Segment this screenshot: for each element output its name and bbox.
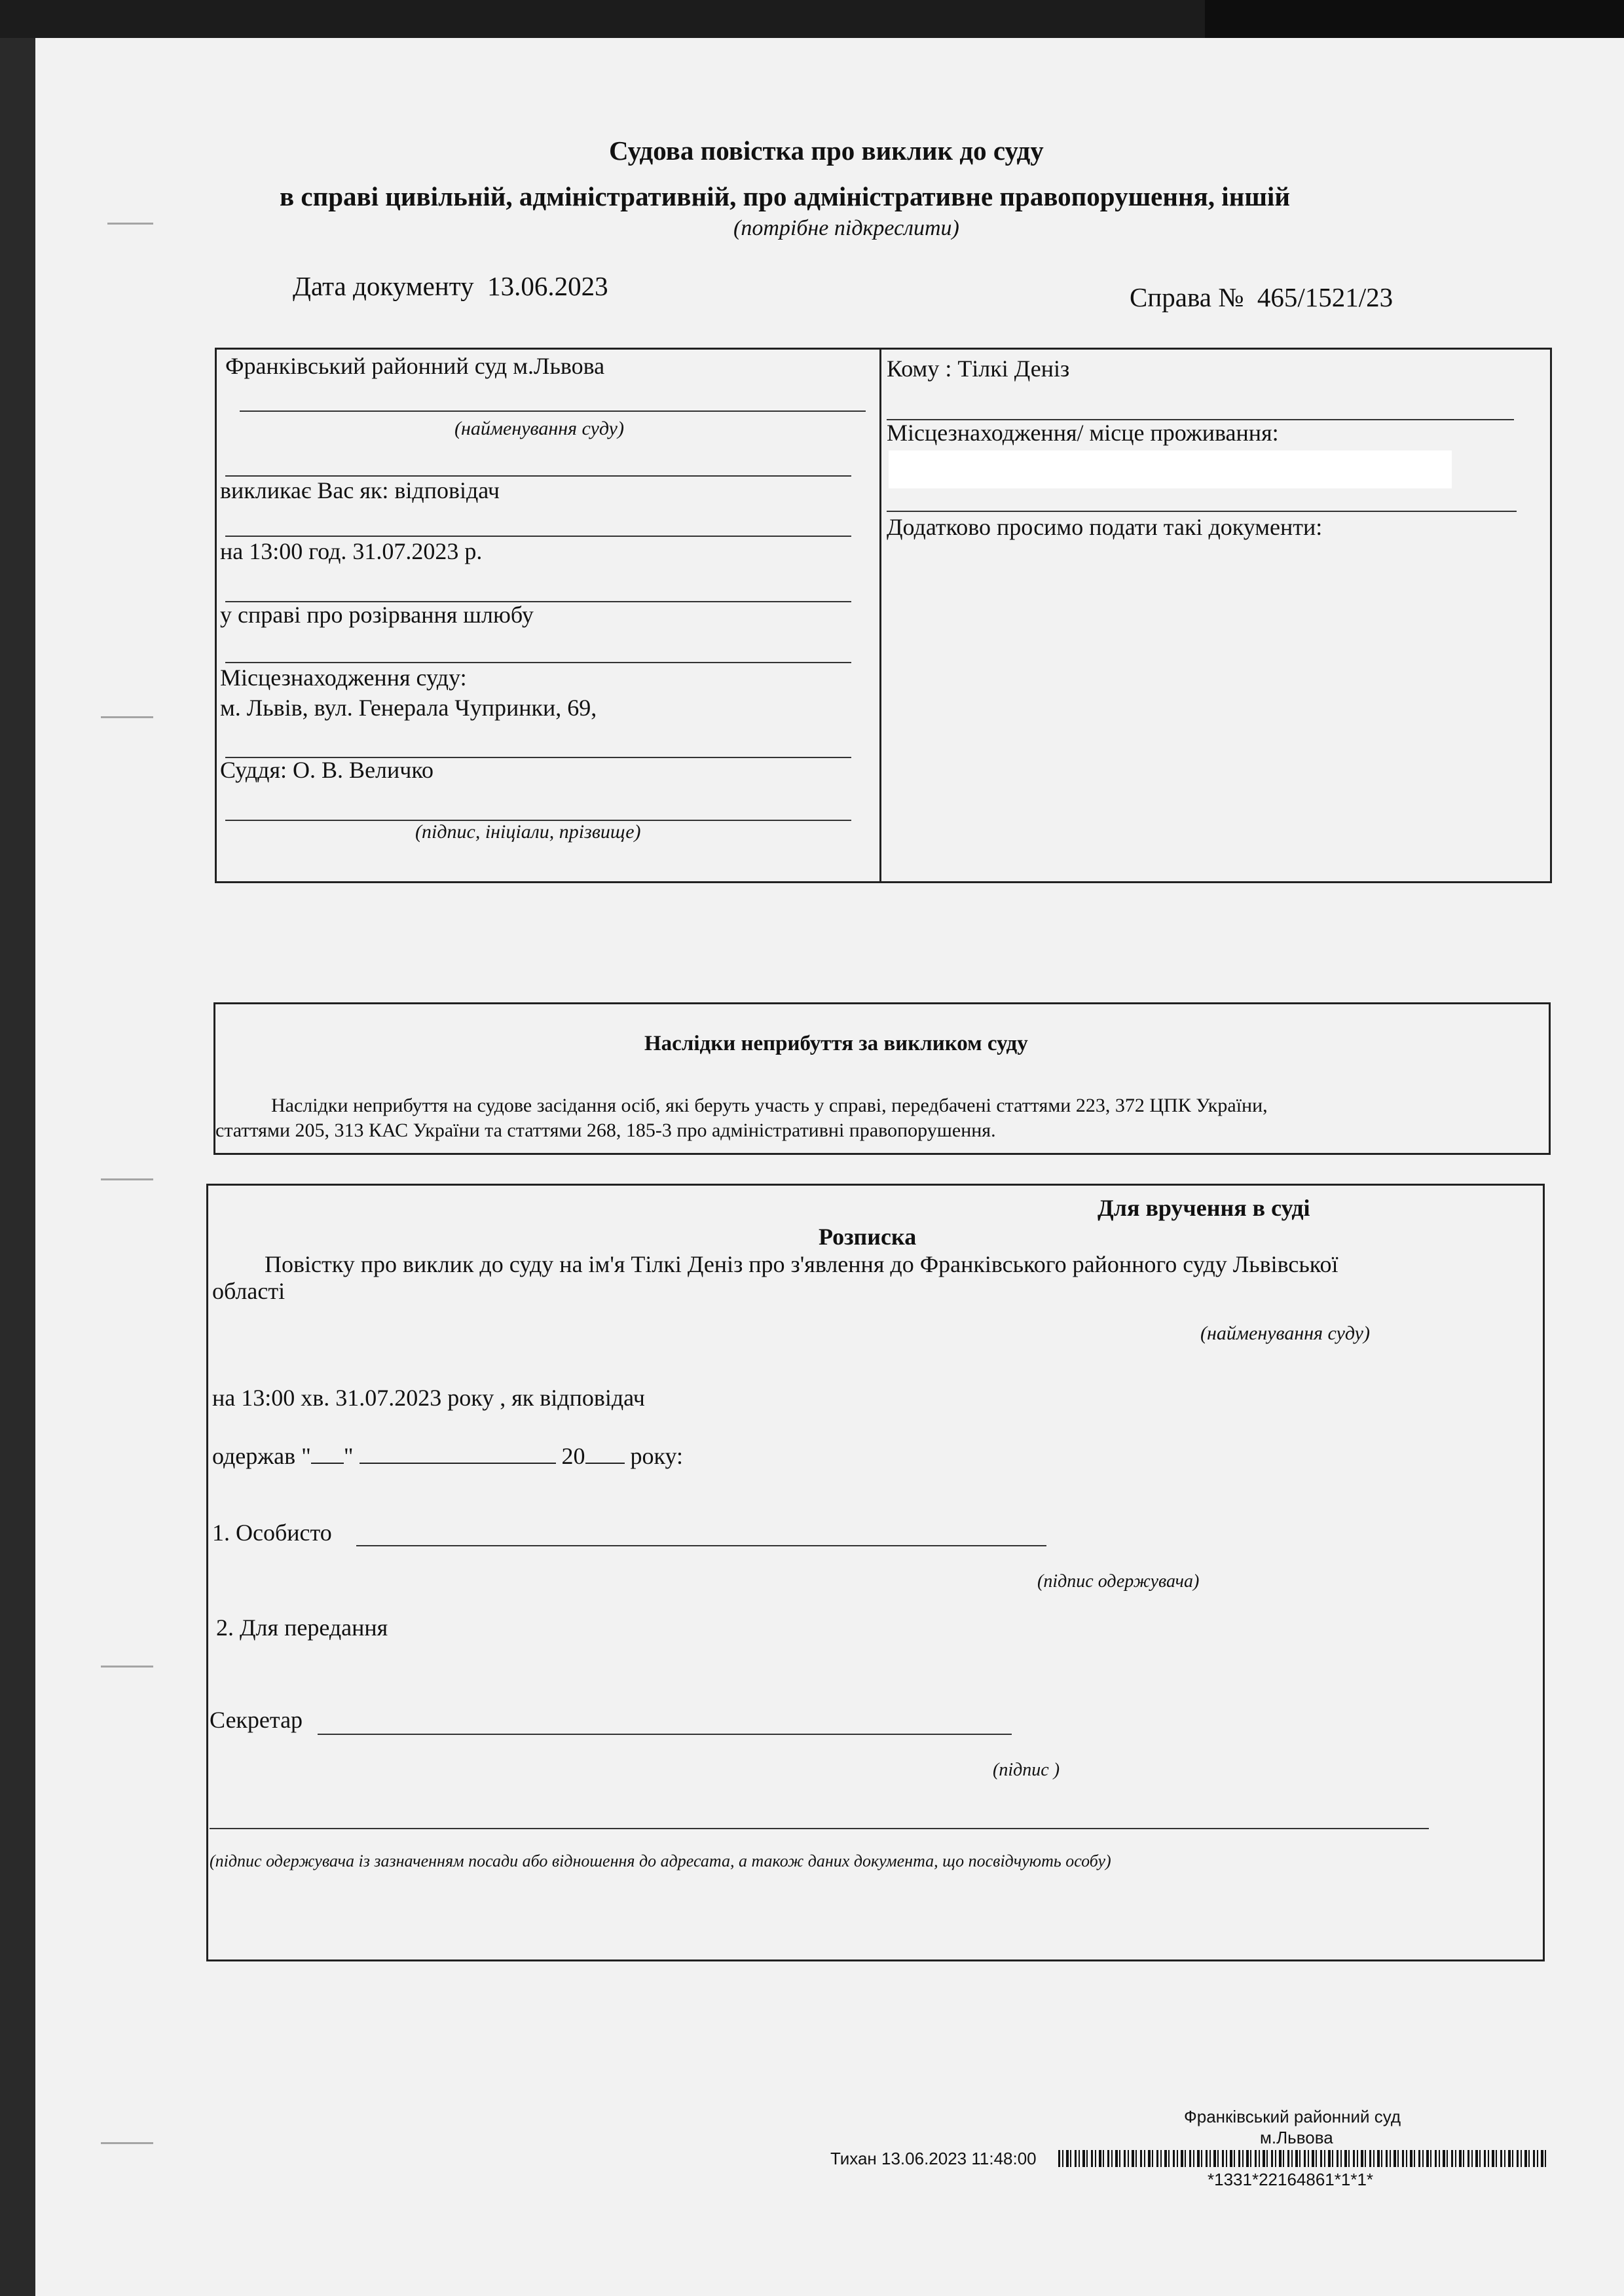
clerk-timestamp: Тихан 13.06.2023 11:48:00 — [830, 2149, 1037, 2168]
receipt-text-2: області — [212, 1278, 286, 1304]
receipt-time: на 13:00 хв. 31.07.2023 року , як відповідач — [212, 1385, 645, 1411]
extra-documents: Додатково просимо подати такі документи: — [887, 514, 1323, 540]
recipient-full-caption: (підпис одержувача із зазначенням посади або відношення до адресата, а також даних документа, що посвідчують особу) — [210, 1851, 1111, 1870]
margin-mark — [101, 2142, 153, 2144]
residence-line — [887, 511, 1517, 512]
receipt-court-caption: (найменування суду) — [1200, 1322, 1370, 1344]
barcode-number: *1331*22164861*1*1* — [1208, 2170, 1374, 2189]
court-name: Франківський районний суд м.Львова — [225, 353, 605, 379]
court-name-line — [240, 410, 866, 412]
recipient-sign-caption: (підпис одержувача) — [1037, 1571, 1200, 1592]
case-number — [1130, 282, 1393, 313]
document-date-value: 13.06.2023 — [487, 271, 608, 301]
residence-label: Місцезнаходження/ місце проживання: — [887, 420, 1279, 446]
addressee: Кому : Тілкі Деніз — [887, 355, 1070, 382]
recipient-full-sign-line[interactable] — [210, 1828, 1429, 1829]
document-title: Судова повістка про виклик до суду — [609, 136, 1044, 166]
consequences-title: Наслідки неприбуття за викликом суду — [644, 1032, 1028, 1055]
received-year-blank[interactable] — [585, 1463, 625, 1464]
underline-hint: (потрібне підкреслити) — [733, 216, 959, 240]
received-year-prefix: 20 — [561, 1443, 585, 1469]
margin-mark — [101, 1178, 153, 1180]
secretary-sign-caption: (підпис ) — [993, 1760, 1060, 1780]
summon-role: викликає Вас як: відповідач — [220, 477, 500, 503]
personally-label: 1. Особисто — [212, 1520, 332, 1546]
received-date — [212, 1442, 683, 1470]
received-month-blank[interactable] — [360, 1463, 556, 1464]
secretary-sign-line[interactable] — [318, 1734, 1012, 1735]
case-number-value: 465/1521/23 — [1257, 282, 1393, 312]
received-suffix: року: — [630, 1443, 684, 1469]
judge-caption: (підпис, ініціали, прізвище) — [415, 821, 641, 843]
receipt-text-1: Повістку про виклик до суду на ім'я Тілкі Деніз про з'явлення до Франківського районного суду Львівської — [265, 1251, 1338, 1277]
consequences-text-2: статтями 205, 313 КАС України та статтями 268, 185-3 про адміністративні правопорушення. — [215, 1120, 996, 1141]
margin-mark — [107, 223, 153, 225]
personally-sign-line[interactable] — [356, 1545, 1046, 1546]
receipt-title: Розписка — [819, 1224, 917, 1250]
case-subject: у справі про розірвання шлюбу — [220, 602, 534, 628]
hearing-time: на 13:00 год. 31.07.2023 р. — [220, 538, 483, 564]
received-day-blank[interactable] — [311, 1463, 344, 1464]
redacted-address — [889, 450, 1452, 488]
court-name-caption: (найменування суду) — [454, 418, 624, 439]
margin-mark — [101, 1666, 153, 1667]
for-transfer-label: 2. Для передання — [216, 1614, 388, 1641]
document-subtitle: в справі цивільній, адміністративній, про адміністративне правопорушення, іншій — [280, 181, 1290, 211]
consequences-text-1: Наслідки неприбуття на судове засідання осіб, які беруть участь у справі, передбачені статтями 223, 372 ЦПК України, — [271, 1095, 1268, 1116]
receipt-box — [206, 1184, 1545, 1961]
for-court-delivery: Для вручення в суді — [1098, 1195, 1310, 1221]
received-prefix: одержав " — [212, 1443, 311, 1469]
secretary-label: Секретар — [210, 1707, 303, 1733]
document-date-label: Дата документу — [293, 271, 474, 301]
document-date — [293, 270, 608, 302]
scan-border-top-right — [1205, 0, 1624, 38]
court-location-label: Місцезнаходження суду: — [220, 665, 467, 691]
judge-name: Суддя: О. В. Величко — [220, 757, 434, 783]
received-quote: " — [343, 1443, 354, 1469]
summons-table-divider — [879, 349, 881, 882]
document-barcode — [1058, 2150, 1549, 2167]
case-subject-line — [225, 662, 851, 663]
case-number-label: Справа № — [1130, 282, 1244, 312]
court-location-value: м. Львів, вул. Генерала Чупринки, 69, — [220, 695, 597, 721]
margin-mark — [101, 716, 153, 718]
footer-court-city: м.Львова — [1260, 2128, 1333, 2147]
document-page — [35, 38, 1624, 2296]
footer-court-name: Франківський районний суд — [1184, 2107, 1401, 2126]
summon-role-line — [225, 536, 851, 537]
